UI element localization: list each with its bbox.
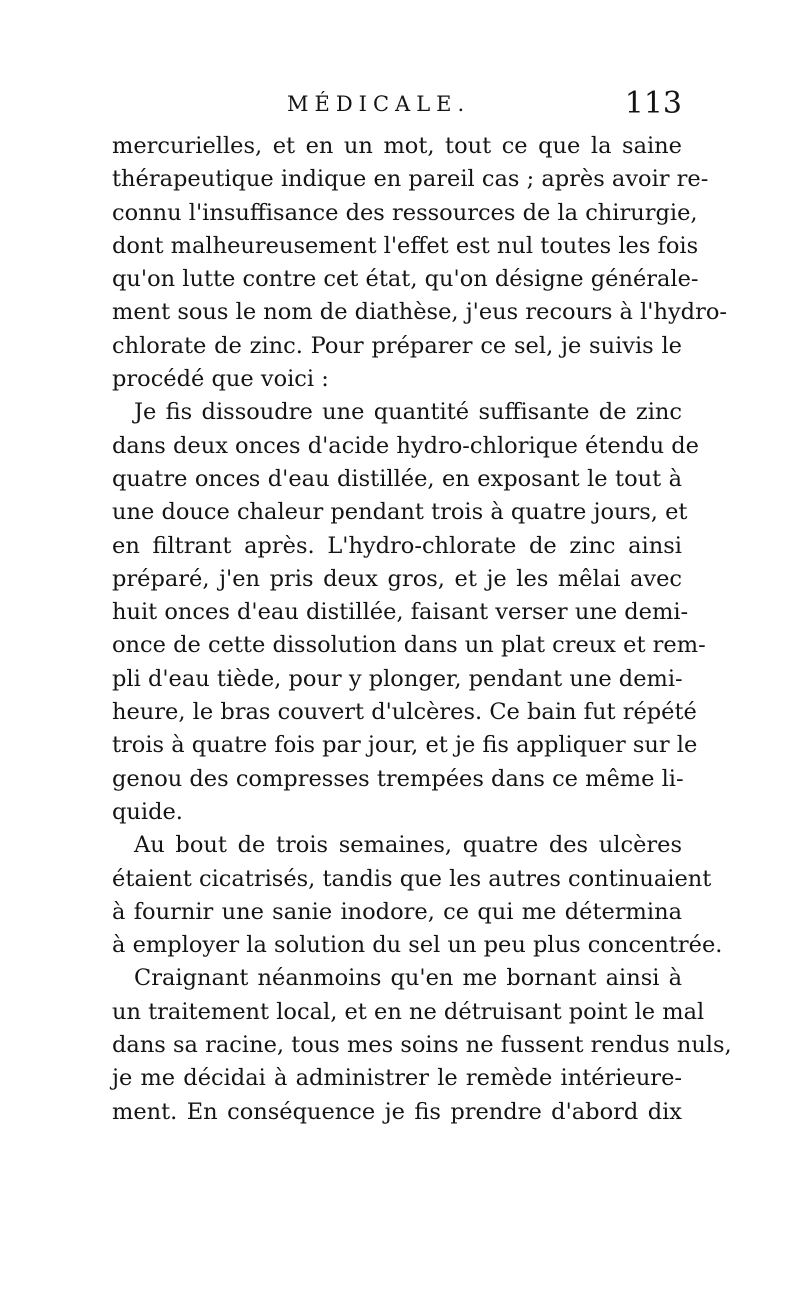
text-line: thérapeutique indique en pareil cas ; après avoir re- (112, 166, 709, 193)
text-line: Je fis dissoudre une quantité suffisante de zinc (134, 399, 682, 426)
text-line: à fournir une sanie inodore, ce qui me détermina (112, 898, 682, 925)
text-line: Au bout de trois semaines, quatre des ulcères (134, 832, 682, 859)
text-line: je me décidai à administrer le remède intérieure- (112, 1065, 682, 1092)
text-line: mercurielles, et en un mot, tout ce que la saine (112, 133, 682, 159)
text-line: huit onces d'eau distillée, faisant verser une demi- (112, 599, 689, 626)
text-line: procédé que voici : (112, 366, 329, 393)
running-head: MÉDICALE. (287, 92, 471, 116)
text-line: étaient cicatrisés, tandis que les autres continuaient (112, 865, 712, 892)
text-line: dans sa racine, tous mes soins ne fussent rendus nuls, (112, 1032, 732, 1059)
page-header (112, 80, 682, 130)
text-line: trois à quatre fois par jour, et je fis appliquer sur le (112, 732, 698, 759)
text-line: une douce chaleur pendant trois à quatre jours, et (112, 499, 688, 526)
text-line: ment. En conséquence je fis prendre d'abord dix (112, 1098, 682, 1125)
text-line: pli d'eau tiède, pour y plonger, pendant une demi- (112, 665, 683, 692)
text-line: heure, le bras couvert d'ulcères. Ce bain fut répété (112, 699, 697, 726)
text-line: chlorate de zinc. Pour préparer ce sel, je suivis le (112, 332, 682, 359)
text-line: dont malheureusement l'effet est nul toutes les fois (112, 232, 699, 259)
text-line: en filtrant après. L'hydro-chlorate de zinc ainsi (112, 532, 682, 559)
text-line: quide. (112, 798, 183, 825)
text-line: quatre onces d'eau distillée, en exposant le tout à (112, 465, 682, 492)
text-line: ment sous le nom de diathèse, j'eus recours à l'hydro- (112, 299, 727, 326)
text-line: once de cette dissolution dans un plat creux et rem- (112, 632, 706, 659)
text-line: genou des compresses trempées dans ce même li- (112, 765, 684, 792)
text-line: dans deux onces d'acide hydro-chlorique étendu de (112, 432, 699, 459)
text-line: Craignant néanmoins qu'en me bornant ainsi à (134, 965, 682, 992)
text-line: à employer la solution du sel un peu plus concentrée. (112, 932, 723, 959)
text-line: préparé, j'en pris deux gros, et je les mêlai avec (112, 565, 682, 592)
text-line: un traitement local, et en ne détruisant point le mal (112, 998, 705, 1025)
page-number: 113 (624, 86, 682, 121)
text-line: connu l'insuffisance des ressources de la chirurgie, (112, 199, 698, 226)
body-text (112, 130, 732, 1129)
text-line: qu'on lutte contre cet état, qu'on désigne générale- (112, 266, 699, 293)
